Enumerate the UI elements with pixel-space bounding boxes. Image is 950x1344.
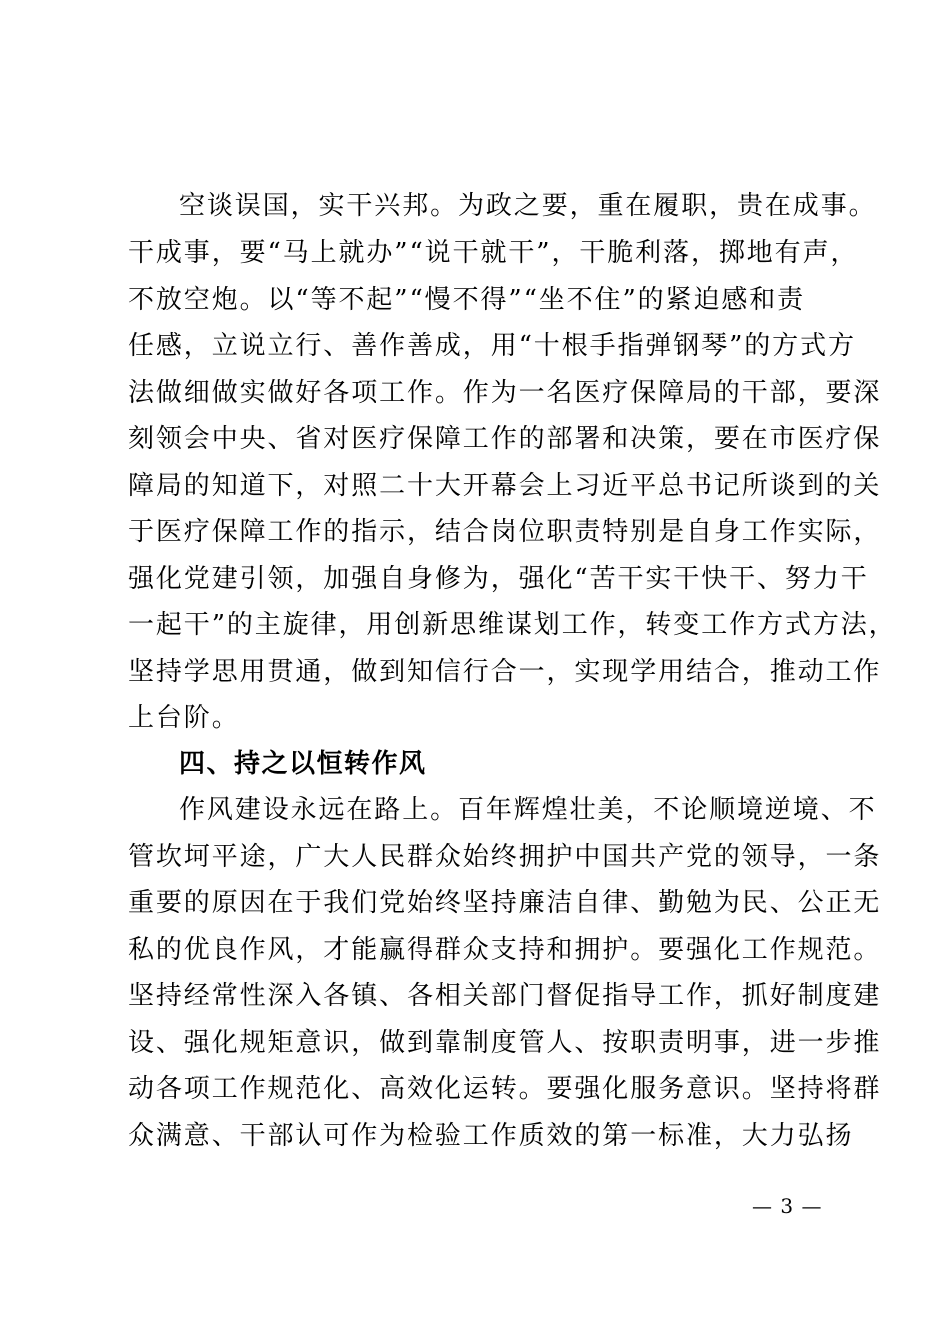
paragraph-2-line-3: 重要的原因在于我们党始终坚持廉洁自律、勤勉为民、公正无 <box>128 888 882 918</box>
page-number: — 3 — <box>752 1194 823 1218</box>
paragraph-1-line-6: 刻领会中央、省对医疗保障工作的部署和决策，要在市医疗保 <box>128 424 882 454</box>
paragraph-1-line-10: 一起干”的主旋律，用创新思维谋划工作，转变工作方式方法， <box>128 610 897 640</box>
paragraph-1-line-1: 空谈误国，实干兴邦。为政之要，重在履职，贵在成事。 <box>179 191 877 221</box>
paragraph-1-line-7: 障局的知道下，对照二十大开幕会上习近平总书记所谈到的关 <box>128 471 882 501</box>
paragraph-1-line-9: 强化党建引领，加强自身修为，强化“苦干实干快干、努力干 <box>128 564 869 594</box>
paragraph-1-line-8: 于医疗保障工作的指示，结合岗位职责特别是自身工作实际， <box>128 517 882 547</box>
paragraph-2-line-5: 坚持经常性深入各镇、各相关部门督促指导工作，抓好制度建 <box>128 981 882 1011</box>
paragraph-1-line-11: 坚持学思用贯通，做到知信行合一，实现学用结合，推动工作 <box>128 657 882 687</box>
paragraph-1-line-12: 上台阶。 <box>128 703 240 733</box>
paragraph-2-line-6: 设、强化规矩意识，做到靠制度管人、按职责明事，进一步推 <box>128 1028 882 1058</box>
paragraph-2-line-1: 作风建设永远在路上。百年辉煌壮美，不论顺境逆境、不 <box>179 795 877 825</box>
section-heading: 四、持之以恒转作风 <box>179 749 427 779</box>
paragraph-2-line-8: 众满意、干部认可作为检验工作质效的第一标准，大力弘扬 <box>128 1121 854 1151</box>
paragraph-1-line-2: 干成事，要“马上就办”“说干就干”，干脆利落，掷地有声， <box>128 238 859 268</box>
paragraph-2-line-2: 管坎坷平途，广大人民群众始终拥护中国共产党的领导，一条 <box>128 842 882 872</box>
paragraph-1-line-5: 法做细做实做好各项工作。作为一名医疗保障局的干部，要深 <box>128 378 882 408</box>
paragraph-1-line-3: 不放空炮。以“等不起”“慢不得”“坐不住”的紧迫感和责 <box>128 285 806 315</box>
paragraph-1-line-4: 任感，立说立行、善作善成，用“十根手指弹钢琴”的方式方 <box>128 331 856 361</box>
paragraph-2-line-4: 私的优良作风，才能赢得群众支持和拥护。要强化工作规范。 <box>128 935 882 965</box>
paragraph-2-line-7: 动各项工作规范化、高效化运转。要强化服务意识。坚持将群 <box>128 1074 882 1104</box>
